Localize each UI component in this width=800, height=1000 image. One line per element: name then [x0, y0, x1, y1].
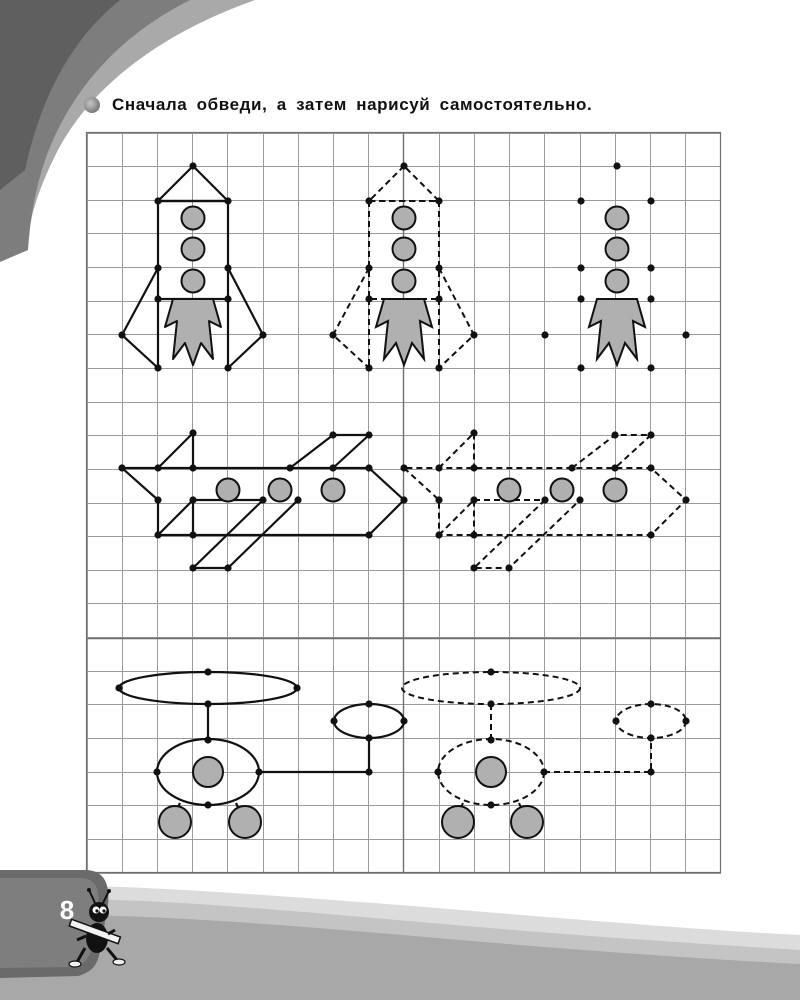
vertex-dot: [505, 564, 512, 571]
vertex-dot: [470, 496, 477, 503]
vertex-dot: [682, 717, 689, 724]
vertex-dot: [647, 364, 654, 371]
vertex-dot: [365, 734, 372, 741]
vertex-dot: [611, 431, 618, 438]
vertex-dot: [365, 768, 372, 775]
vertex-dot: [682, 331, 689, 338]
vertex-dot: [647, 295, 654, 302]
vertex-dot: [189, 429, 196, 436]
vertex-dot: [224, 264, 231, 271]
vertex-dot: [204, 801, 211, 808]
vertex-dot: [118, 464, 125, 471]
vertex-dot: [435, 264, 442, 271]
vertex-dot: [329, 331, 336, 338]
vertex-dot: [647, 531, 654, 538]
vertex-dot: [189, 162, 196, 169]
vertex-dot: [204, 700, 211, 707]
helicopter-solid: [119, 672, 404, 812]
vertex-dot: [189, 564, 196, 571]
vertex-dot: [612, 717, 619, 724]
vertex-dot: [365, 197, 372, 204]
vertex-dot: [611, 464, 618, 471]
vertex-dot: [576, 496, 583, 503]
vertex-dot: [259, 331, 266, 338]
vertex-dot: [365, 531, 372, 538]
vertex-dot: [647, 700, 654, 707]
vertex-dot: [259, 496, 266, 503]
vertex-dot: [487, 668, 494, 675]
vertex-dot: [154, 496, 161, 503]
vertex-dot: [224, 197, 231, 204]
vertex-dot: [204, 736, 211, 743]
vertex-dot: [154, 295, 161, 302]
vertex-dot: [647, 734, 654, 741]
rocket-dashed-parts: [376, 207, 432, 366]
airplane-dashed-windows: [498, 479, 627, 502]
vertex-dot: [204, 668, 211, 675]
vertex-dot: [154, 531, 161, 538]
vertex-dot: [541, 331, 548, 338]
vertex-dot: [286, 464, 293, 471]
vertex-dot: [435, 531, 442, 538]
vertex-dot: [400, 464, 407, 471]
vertex-dot: [154, 364, 161, 371]
vertex-dot: [487, 700, 494, 707]
vertex-dot: [647, 197, 654, 204]
vertex-dot: [224, 564, 231, 571]
airplane-solid-windows: [217, 479, 345, 502]
vertex-dot: [577, 197, 584, 204]
vertex-dot: [470, 564, 477, 571]
vertex-dot: [487, 801, 494, 808]
vertex-dot: [189, 464, 196, 471]
vertex-dot: [647, 431, 654, 438]
vertex-dot: [154, 464, 161, 471]
vertex-dot: [541, 496, 548, 503]
vertex-dot: [400, 717, 407, 724]
vertex-dot: [470, 429, 477, 436]
rocket-to-draw: [589, 207, 645, 366]
vertex-dot: [118, 331, 125, 338]
page-number: 8: [59, 895, 75, 925]
vertex-dot: [154, 264, 161, 271]
vertex-dot: [189, 531, 196, 538]
vertex-dot: [434, 768, 441, 775]
vertex-dot: [365, 464, 372, 471]
vertex-dot: [568, 464, 575, 471]
vertex-dot: [647, 464, 654, 471]
vertex-dot: [153, 768, 160, 775]
page-footer-decoration: [0, 860, 800, 1000]
vertex-dot: [435, 295, 442, 302]
vertex-dot: [365, 264, 372, 271]
vertex-dot: [294, 496, 301, 503]
vertex-dot: [647, 768, 654, 775]
vertex-dot: [435, 197, 442, 204]
vertex-dot: [487, 736, 494, 743]
vertex-dot: [330, 717, 337, 724]
vertex-dot: [577, 295, 584, 302]
vertex-dot: [613, 162, 620, 169]
vertex-dot: [224, 364, 231, 371]
vertex-dot: [577, 264, 584, 271]
vertex-dot: [365, 700, 372, 707]
vertex-dot: [682, 496, 689, 503]
vertex-dot: [293, 684, 300, 691]
vertex-dot: [577, 364, 584, 371]
vertex-dot: [365, 295, 372, 302]
vertex-dot: [189, 496, 196, 503]
vertex-dot: [470, 464, 477, 471]
vertex-dot: [224, 295, 231, 302]
vertex-dot: [470, 331, 477, 338]
vertex-dot: [435, 364, 442, 371]
vertex-dot: [647, 264, 654, 271]
vertex-dot: [365, 431, 372, 438]
vertex-dot: [365, 364, 372, 371]
vertex-dot: [470, 531, 477, 538]
vertex-dot: [435, 464, 442, 471]
vertex-dot: [400, 162, 407, 169]
instruction-text: Сначала обведи, а затем нарисуй самостоятельно.: [112, 95, 593, 114]
vertex-dot: [329, 431, 336, 438]
vertex-dot: [115, 684, 122, 691]
vertex-dot: [329, 464, 336, 471]
vertex-dot: [255, 768, 262, 775]
vertex-dot: [400, 496, 407, 503]
vertex-dot: [154, 197, 161, 204]
vertex-dot: [435, 496, 442, 503]
vertex-dot: [540, 768, 547, 775]
